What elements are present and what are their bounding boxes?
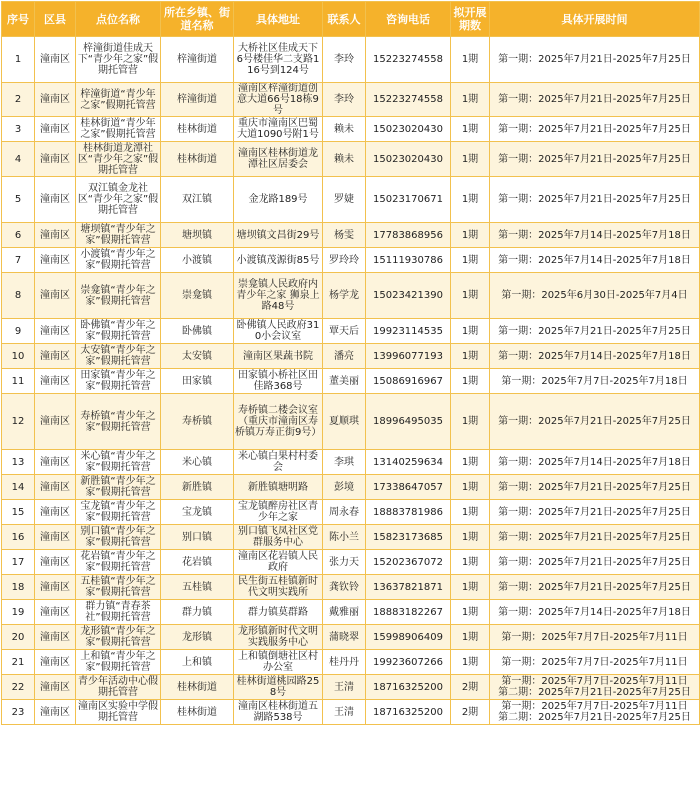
row-contact: 罗玲玲 [323, 248, 366, 273]
table-row [2, 575, 700, 600]
row-contact: 董美丽 [323, 369, 366, 394]
row-contact: 王清 [323, 700, 366, 725]
row-contact: 覃天后 [323, 319, 366, 344]
schedule-period: 第一期：2025年7月7日-2025年7月18日 [501, 375, 688, 387]
schedule-period: 第一期：2025年7月21日-2025年7月25日 [498, 194, 691, 205]
row-address: 宝龙镇醉房社区青少年之家 [234, 500, 323, 525]
row-index: 23 [2, 700, 35, 725]
row-site-name: 上和镇“青少年之家”假期托管营 [76, 650, 161, 675]
table-row [2, 117, 700, 142]
row-site-name: 小渡镇“青少年之家”假期托管营 [76, 248, 161, 273]
row-schedule [490, 248, 700, 273]
row-town: 上和镇 [161, 650, 234, 675]
row-phone: 15086916967 [366, 369, 451, 394]
schedule-period: 第一期：2025年7月7日-2025年7月11日 [501, 701, 688, 712]
row-index: 10 [2, 344, 35, 369]
row-address: 潼南区果蔬书院 [234, 344, 323, 369]
table-row [2, 550, 700, 575]
row-address: 小渡镇茂源街85号 [234, 248, 323, 273]
row-schedule [490, 450, 700, 475]
row-county: 潼南区 [35, 319, 76, 344]
row-schedule [490, 83, 700, 117]
row-contact: 陈小兰 [323, 525, 366, 550]
row-phone: 15023421390 [366, 273, 451, 319]
schedule-period: 第一期：2025年7月7日-2025年7月11日 [501, 676, 688, 687]
table-body [2, 37, 700, 725]
row-site-name: 卧佛镇“青少年之家”假期托管营 [76, 319, 161, 344]
row-phone: 15023020430 [366, 117, 451, 142]
row-phone: 15223274558 [366, 37, 451, 83]
row-phone: 17783868956 [366, 223, 451, 248]
row-schedule [490, 369, 700, 394]
row-address: 潼南区桂林街道龙潭社区居委会 [234, 142, 323, 177]
row-address: 群力镇莫群路 [234, 600, 323, 625]
row-address: 塘坝镇文昌街29号 [234, 223, 323, 248]
table-row [2, 394, 700, 450]
row-schedule [490, 117, 700, 142]
header-county: 区县 [35, 2, 76, 37]
row-schedule [490, 223, 700, 248]
row-index: 3 [2, 117, 35, 142]
row-county: 潼南区 [35, 450, 76, 475]
row-index: 22 [2, 675, 35, 700]
row-contact: 桂丹丹 [323, 650, 366, 675]
table-row [2, 177, 700, 223]
row-phone: 18883781986 [366, 500, 451, 525]
table-row [2, 650, 700, 675]
row-county: 潼南区 [35, 37, 76, 83]
row-periods: 1期 [451, 525, 490, 550]
header-index: 序号 [2, 2, 35, 37]
row-contact: 张力天 [323, 550, 366, 575]
row-town: 五桂镇 [161, 575, 234, 600]
row-schedule [490, 575, 700, 600]
row-periods: 1期 [451, 550, 490, 575]
schedule-period: 第一期：2025年7月7日-2025年7月11日 [501, 631, 688, 643]
table-row [2, 475, 700, 500]
row-address: 潼南区桂林街道五湖路538号 [234, 700, 323, 725]
row-schedule [490, 500, 700, 525]
header-address: 具体地址 [234, 2, 323, 37]
header-site-name: 点位名称 [76, 2, 161, 37]
row-county: 潼南区 [35, 177, 76, 223]
row-contact: 龚钦铃 [323, 575, 366, 600]
row-phone: 13637821871 [366, 575, 451, 600]
row-periods: 1期 [451, 575, 490, 600]
row-schedule [490, 177, 700, 223]
row-schedule [490, 525, 700, 550]
table-row [2, 450, 700, 475]
row-county: 潼南区 [35, 575, 76, 600]
row-town: 桂林街道 [161, 700, 234, 725]
row-schedule [490, 475, 700, 500]
schedule-period: 第一期：2025年7月21日-2025年7月25日 [498, 481, 691, 493]
row-county: 潼南区 [35, 525, 76, 550]
row-index: 5 [2, 177, 35, 223]
table-header-row [2, 2, 700, 37]
row-county: 潼南区 [35, 142, 76, 177]
row-periods: 1期 [451, 450, 490, 475]
row-address: 潼南区梓潼街道创意大道66号18栋9号 [234, 83, 323, 117]
header-town: 所在乡镇、街道名称 [161, 2, 234, 37]
header-periods: 拟开展期数 [451, 2, 490, 37]
row-contact: 赖未 [323, 142, 366, 177]
trusteeship-camp-table [1, 1, 700, 725]
row-phone: 19923607266 [366, 650, 451, 675]
row-schedule [490, 37, 700, 83]
row-index: 16 [2, 525, 35, 550]
schedule-period: 第一期：2025年7月14日-2025年7月18日 [498, 606, 691, 618]
row-site-name: 新胜镇“青少年之家”假期托管营 [76, 475, 161, 500]
row-county: 潼南区 [35, 650, 76, 675]
row-schedule [490, 319, 700, 344]
schedule-period: 第一期：2025年7月7日-2025年7月11日 [501, 656, 688, 668]
row-schedule [490, 675, 700, 700]
table-row [2, 319, 700, 344]
row-address: 民生街五桂镇新时代文明实践所 [234, 575, 323, 600]
row-phone: 15223274558 [366, 83, 451, 117]
row-town: 田家镇 [161, 369, 234, 394]
row-contact: 李玲 [323, 83, 366, 117]
row-town: 别口镇 [161, 525, 234, 550]
row-periods: 1期 [451, 369, 490, 394]
schedule-period: 第一期：2025年7月21日-2025年7月25日 [498, 531, 691, 543]
row-schedule [490, 700, 700, 725]
row-address: 崇龛镇人民政府内青少年之家 狮泉上路48号 [234, 273, 323, 319]
row-site-name: 塘坝镇“青少年之家”假期托管营 [76, 223, 161, 248]
row-county: 潼南区 [35, 223, 76, 248]
row-county: 潼南区 [35, 248, 76, 273]
table-row [2, 223, 700, 248]
row-contact: 杨学龙 [323, 273, 366, 319]
schedule-period: 第一期：2025年7月14日-2025年7月18日 [498, 254, 691, 266]
row-town: 崇龛镇 [161, 273, 234, 319]
row-index: 11 [2, 369, 35, 394]
schedule-period: 第一期：2025年7月21日-2025年7月25日 [498, 54, 691, 65]
row-periods: 1期 [451, 37, 490, 83]
row-county: 潼南区 [35, 369, 76, 394]
schedule-period: 第一期：2025年7月21日-2025年7月25日 [498, 556, 691, 568]
row-site-name: 崇龛镇“青少年之家”假期托管营 [76, 273, 161, 319]
row-town: 群力镇 [161, 600, 234, 625]
row-town: 米心镇 [161, 450, 234, 475]
row-phone: 15023170671 [366, 177, 451, 223]
row-periods: 1期 [451, 500, 490, 525]
table-row [2, 142, 700, 177]
row-town: 宝龙镇 [161, 500, 234, 525]
row-county: 潼南区 [35, 700, 76, 725]
row-periods: 1期 [451, 83, 490, 117]
row-address: 田家镇小桥社区田佳路368号 [234, 369, 323, 394]
schedule-period: 第一期：2025年7月14日-2025年7月18日 [498, 456, 691, 468]
row-address: 新胜镇塘明路 [234, 475, 323, 500]
table-row [2, 37, 700, 83]
row-site-name: 寿桥镇“青少年之家”假期托管营 [76, 394, 161, 450]
header-schedule: 具体开展时间 [490, 2, 700, 37]
schedule-period: 第一期：2025年7月14日-2025年7月18日 [498, 350, 691, 362]
row-contact: 李玲 [323, 37, 366, 83]
row-periods: 1期 [451, 319, 490, 344]
row-site-name: 太安镇“青少年之家”假期托管营 [76, 344, 161, 369]
row-index: 15 [2, 500, 35, 525]
row-contact: 彭境 [323, 475, 366, 500]
row-index: 1 [2, 37, 35, 83]
row-schedule [490, 394, 700, 450]
row-town: 卧佛镇 [161, 319, 234, 344]
row-periods: 2期 [451, 700, 490, 725]
row-index: 21 [2, 650, 35, 675]
table-row [2, 83, 700, 117]
row-periods: 1期 [451, 273, 490, 319]
row-index: 4 [2, 142, 35, 177]
table-row [2, 700, 700, 725]
row-county: 潼南区 [35, 83, 76, 117]
row-periods: 1期 [451, 248, 490, 273]
row-county: 潼南区 [35, 117, 76, 142]
schedule-period: 第二期：2025年7月21日-2025年7月25日 [498, 687, 691, 698]
row-schedule [490, 550, 700, 575]
row-site-name: 青少年活动中心假期托管营 [76, 675, 161, 700]
row-town: 小渡镇 [161, 248, 234, 273]
row-county: 潼南区 [35, 344, 76, 369]
table-row [2, 344, 700, 369]
row-phone: 13140259634 [366, 450, 451, 475]
row-address: 别口镇飞凤社区党群服务中心 [234, 525, 323, 550]
row-site-name: 桂林街道“青少年之家”假期托管营 [76, 117, 161, 142]
schedule-period: 第一期：2025年7月14日-2025年7月18日 [498, 229, 691, 241]
row-phone: 18716325200 [366, 700, 451, 725]
row-address: 米心镇白果村村委会 [234, 450, 323, 475]
table-row [2, 600, 700, 625]
row-periods: 1期 [451, 625, 490, 650]
row-phone: 18883182267 [366, 600, 451, 625]
schedule-period: 第一期：2025年7月21日-2025年7月25日 [498, 416, 691, 427]
row-periods: 1期 [451, 223, 490, 248]
row-site-name: 米心镇“青少年之家”假期托管营 [76, 450, 161, 475]
row-phone: 15111930786 [366, 248, 451, 273]
schedule-period: 第二期：2025年7月21日-2025年7月25日 [498, 712, 691, 723]
row-site-name: 龙形镇“青少年之家”假期托管营 [76, 625, 161, 650]
row-periods: 1期 [451, 142, 490, 177]
table-row [2, 248, 700, 273]
row-address: 寿桥镇二楼会议室（重庆市潼南区寿桥镇万寿正街9号） [234, 394, 323, 450]
row-address: 金龙路189号 [234, 177, 323, 223]
row-contact: 周永春 [323, 500, 366, 525]
row-town: 龙形镇 [161, 625, 234, 650]
table-row [2, 525, 700, 550]
row-county: 潼南区 [35, 394, 76, 450]
row-address: 潼南区花岩镇人民政府 [234, 550, 323, 575]
row-index: 14 [2, 475, 35, 500]
row-contact: 戴雅丽 [323, 600, 366, 625]
header-phone: 咨询电话 [366, 2, 451, 37]
row-site-name: 五桂镇“青少年之家”假期托管营 [76, 575, 161, 600]
row-town: 太安镇 [161, 344, 234, 369]
row-site-name: 别口镇“青少年之家”假期托管营 [76, 525, 161, 550]
row-index: 8 [2, 273, 35, 319]
row-periods: 1期 [451, 475, 490, 500]
row-contact: 杨雯 [323, 223, 366, 248]
row-periods: 1期 [451, 177, 490, 223]
schedule-period: 第一期：2025年6月30日-2025年7月4日 [501, 290, 688, 301]
row-town: 梓潼街道 [161, 83, 234, 117]
row-contact: 李琪 [323, 450, 366, 475]
row-town: 双江镇 [161, 177, 234, 223]
row-index: 20 [2, 625, 35, 650]
schedule-period: 第一期：2025年7月21日-2025年7月25日 [498, 506, 691, 518]
row-county: 潼南区 [35, 273, 76, 319]
row-town: 塘坝镇 [161, 223, 234, 248]
row-phone: 13996077193 [366, 344, 451, 369]
row-periods: 2期 [451, 675, 490, 700]
row-index: 17 [2, 550, 35, 575]
row-index: 19 [2, 600, 35, 625]
table-row [2, 273, 700, 319]
row-town: 桂林街道 [161, 117, 234, 142]
row-schedule [490, 273, 700, 319]
row-town: 寿桥镇 [161, 394, 234, 450]
row-site-name: 双江镇金龙社区“青少年之家”假期托管营 [76, 177, 161, 223]
row-index: 12 [2, 394, 35, 450]
row-index: 2 [2, 83, 35, 117]
row-schedule [490, 600, 700, 625]
row-address: 上和镇倒塘社区村办公室 [234, 650, 323, 675]
row-town: 梓潼街道 [161, 37, 234, 83]
row-county: 潼南区 [35, 550, 76, 575]
row-phone: 19923114535 [366, 319, 451, 344]
row-contact: 赖未 [323, 117, 366, 142]
row-phone: 15823173685 [366, 525, 451, 550]
table-row [2, 369, 700, 394]
row-index: 6 [2, 223, 35, 248]
row-address: 桂林街道桃园路258号 [234, 675, 323, 700]
row-address: 重庆市潼南区巴蜀大道1090号附1号 [234, 117, 323, 142]
row-schedule [490, 344, 700, 369]
row-county: 潼南区 [35, 475, 76, 500]
table-row [2, 500, 700, 525]
schedule-period: 第一期：2025年7月21日-2025年7月25日 [498, 325, 691, 337]
schedule-period: 第一期：2025年7月21日-2025年7月25日 [498, 123, 691, 135]
row-schedule [490, 142, 700, 177]
row-periods: 1期 [451, 117, 490, 142]
row-town: 花岩镇 [161, 550, 234, 575]
header-contact: 联系人 [323, 2, 366, 37]
row-phone: 17338647057 [366, 475, 451, 500]
row-contact: 夏顺琪 [323, 394, 366, 450]
row-county: 潼南区 [35, 600, 76, 625]
row-index: 9 [2, 319, 35, 344]
row-phone: 15998906409 [366, 625, 451, 650]
row-index: 13 [2, 450, 35, 475]
row-town: 桂林街道 [161, 142, 234, 177]
row-schedule [490, 625, 700, 650]
row-periods: 1期 [451, 600, 490, 625]
row-contact: 罗婕 [323, 177, 366, 223]
schedule-period: 第一期：2025年7月21日-2025年7月25日 [498, 581, 691, 593]
row-site-name: 梓潼街道“青少年之家”假期托管营 [76, 83, 161, 117]
row-address: 大桥社区佳成天下6号楼佳华二支路116号到124号 [234, 37, 323, 83]
row-site-name: 花岩镇“青少年之家”假期托管营 [76, 550, 161, 575]
row-town: 新胜镇 [161, 475, 234, 500]
row-site-name: 田家镇“青少年之家”假期托管营 [76, 369, 161, 394]
row-address: 卧佛镇人民政府310小会议室 [234, 319, 323, 344]
row-phone: 18996495035 [366, 394, 451, 450]
row-site-name: 群力镇“青春茶社”假期托管营 [76, 600, 161, 625]
row-periods: 1期 [451, 650, 490, 675]
row-contact: 潘亮 [323, 344, 366, 369]
row-index: 18 [2, 575, 35, 600]
row-site-name: 梓潼街道佳成天下“青少年之家”假期托管营 [76, 37, 161, 83]
table-row [2, 625, 700, 650]
row-index: 7 [2, 248, 35, 273]
row-site-name: 宝龙镇“青少年之家”假期托管营 [76, 500, 161, 525]
row-town: 桂林街道 [161, 675, 234, 700]
row-periods: 1期 [451, 344, 490, 369]
row-county: 潼南区 [35, 625, 76, 650]
schedule-period: 第一期：2025年7月21日-2025年7月25日 [498, 153, 691, 165]
row-schedule [490, 650, 700, 675]
row-county: 潼南区 [35, 675, 76, 700]
row-contact: 蒲晓翠 [323, 625, 366, 650]
table-row [2, 675, 700, 700]
row-address: 龙形镇新时代文明实践服务中心 [234, 625, 323, 650]
row-site-name: 桂林街道龙潭社区“青少年之家”假期托管营 [76, 142, 161, 177]
row-phone: 18716325200 [366, 675, 451, 700]
schedule-period: 第一期：2025年7月21日-2025年7月25日 [498, 94, 691, 105]
row-contact: 王清 [323, 675, 366, 700]
row-site-name: 潼南区实验中学假期托管营 [76, 700, 161, 725]
row-phone: 15202367072 [366, 550, 451, 575]
row-county: 潼南区 [35, 500, 76, 525]
row-phone: 15023020430 [366, 142, 451, 177]
row-periods: 1期 [451, 394, 490, 450]
